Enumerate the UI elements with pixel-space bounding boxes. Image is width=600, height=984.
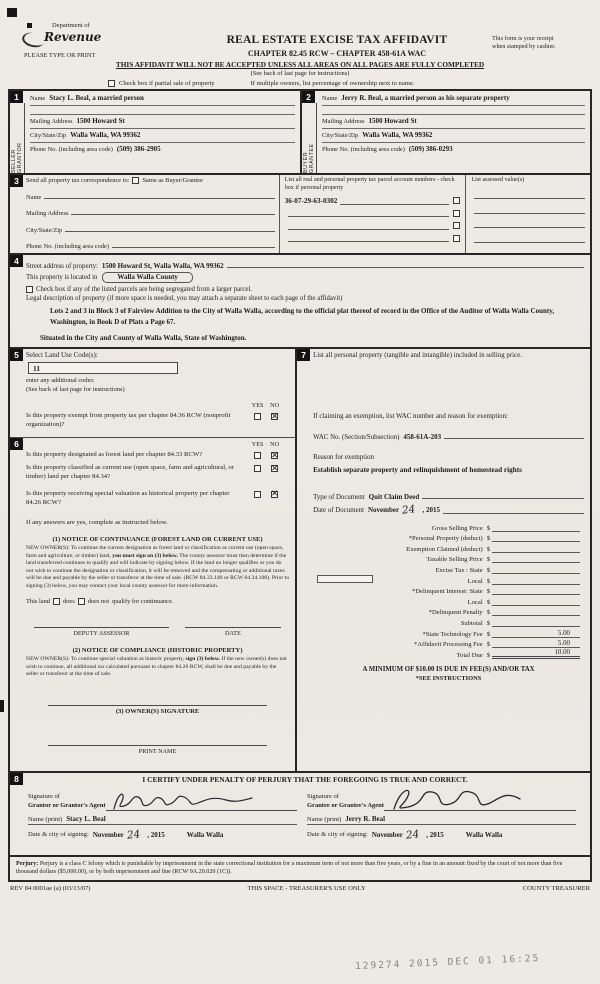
- current-use-yes-checkbox[interactable]: [254, 465, 261, 472]
- money-row-state-technology-fee: [313, 627, 584, 638]
- parcel-1-personal-checkbox[interactable]: [453, 197, 460, 204]
- s3-name-blank[interactable]: [44, 191, 274, 199]
- money-row-local: [313, 574, 584, 585]
- does-label: does: [62, 598, 75, 606]
- historic-yes-checkbox[interactable]: [254, 491, 261, 498]
- yes-header-label-2: YES: [251, 441, 264, 449]
- dollar-sign: $: [486, 641, 490, 649]
- money-value[interactable]: [492, 577, 580, 585]
- minimum-fee-note: A MINIMUM OF $10.00 IS DUE IN FEE(S) AND/OR TAX: [362, 665, 535, 673]
- situated-line: Situated in the City and County of Walla Walla, State of Washington.: [40, 334, 247, 342]
- money-row-taxable: [313, 553, 584, 564]
- money-row-delinquent-interest-local: [313, 595, 584, 606]
- assessed-blank-2[interactable]: [474, 206, 585, 214]
- reason-for-exemption-value[interactable]: Establish separate property and relinquishment of homestead rights: [313, 465, 522, 474]
- owners-signature-block: [26, 705, 289, 715]
- date-label: DATE: [225, 630, 241, 638]
- dollar-sign: $: [486, 535, 490, 543]
- street-address-value[interactable]: 1500 Howard St, Walla Walla, WA 99362: [101, 261, 224, 270]
- forest-question: Is this property designated as forest land per chapter 84.33 RCW?: [26, 451, 203, 459]
- date-of-document-year[interactable]: , 2015: [422, 506, 440, 515]
- grantor-name-print-value[interactable]: Stacy L. Beal: [66, 814, 106, 823]
- s3-csz-label: City/State/Zip: [26, 226, 63, 234]
- seller-phone-value[interactable]: (509) 386-2905: [116, 145, 161, 153]
- assessed-header: List assessed value(s): [471, 177, 525, 183]
- multiple-owners-note: If multiple owners, list percentage of ownership next to name.: [250, 80, 415, 87]
- form-header: [8, 22, 592, 87]
- money-value[interactable]: [492, 524, 580, 532]
- section-4-number: 4: [10, 255, 23, 267]
- fee-table: [313, 521, 584, 659]
- bottom-row: [8, 885, 592, 892]
- dollar-sign: $: [486, 598, 490, 606]
- money-value[interactable]: [492, 555, 580, 563]
- exempt-no-checkbox[interactable]: [271, 413, 278, 420]
- parcel-blank-2[interactable]: [288, 209, 450, 217]
- buyer-mailing-label: Mailing Address: [322, 118, 365, 125]
- grantor-signature: [108, 787, 258, 817]
- notice-compliance-body: NEW OWNER(S): To continue special valuation as historic property, sign (3) below. If the new owner(s) does not wish to continue, all additional tax calculated pursuant to chapter 84.26 RCW, shall be due and payable by the seller or transferor at the time of sale.: [26, 656, 287, 678]
- grantee-date-city-label: Date & city of signing:: [307, 831, 368, 839]
- grantee-signature: [386, 785, 526, 817]
- print-name-label: PRINT NAME: [138, 747, 177, 755]
- grantor-date-month[interactable]: November: [92, 830, 124, 839]
- money-label: *Affidavit Processing Fee: [413, 641, 483, 649]
- buyer-side-word-2: GRANTEE: [309, 143, 315, 173]
- treasurer-space-label: THIS SPACE - TREASURER'S USE ONLY: [247, 885, 366, 893]
- money-value[interactable]: [492, 587, 580, 595]
- form-chapter: CHAPTER 82.45 RCW – CHAPTER 458-61A WAC: [247, 49, 427, 58]
- seller-csz-label: City/State/Zip: [30, 132, 67, 139]
- print-name-block: [26, 745, 289, 755]
- grantor-date-city-label: Date & city of signing:: [28, 831, 89, 839]
- perjury-text: Perjury is a class C felony which is punishable by imprisonment in the state correctional institution for a maximum term of not more than five years, or by a fine in an amount fixed by the court of not more than five thousand dollars ($5,000.00), or by both imprisonment and fine (RCW 9A.20.020 (1C)).: [16, 860, 563, 876]
- personal-property-label: List all personal property (tangible and intangible) included in selling price.: [313, 352, 522, 359]
- does-not-label: does not: [87, 598, 110, 606]
- buyer-side-label: [302, 103, 317, 173]
- perjury-label: Perjury:: [16, 860, 39, 867]
- buyer-mailing-value[interactable]: 1500 Howard St: [368, 117, 417, 125]
- dollar-sign: $: [486, 556, 490, 564]
- section-5: [10, 349, 295, 438]
- grantee-handwritten-day[interactable]: 24: [405, 828, 420, 842]
- dor-logo-dept-label: Department of: [52, 22, 90, 29]
- cashier-stamp: 129274 2015 DEC 01 16:25: [354, 952, 541, 973]
- dollar-sign: $: [486, 577, 490, 585]
- grantee-date-year[interactable]: , 2015: [426, 830, 444, 839]
- partial-sale-checkbox[interactable]: [108, 80, 115, 87]
- same-as-buyer-checkbox[interactable]: [132, 177, 139, 184]
- money-label: *State Technology Fee: [422, 630, 483, 638]
- grantee-signature-block: [305, 787, 584, 841]
- parcel-blank-1[interactable]: [340, 197, 449, 205]
- money-value[interactable]: [492, 608, 580, 616]
- form-title: REAL ESTATE EXCISE TAX AFFIDAVIT: [226, 34, 448, 46]
- parcel-2-personal-checkbox[interactable]: [453, 210, 460, 217]
- parcel-number-value[interactable]: 36-07-29-63-0302: [284, 196, 338, 205]
- section-4: [10, 255, 590, 349]
- money-row-personal: [313, 532, 584, 543]
- section-1-number: 1: [10, 91, 23, 103]
- dor-logo-name: Revenue: [44, 30, 102, 44]
- money-label: Taxable Selling Price: [426, 556, 483, 564]
- money-label: Excise Tax : State: [435, 567, 483, 575]
- partial-sale-row: [108, 80, 592, 87]
- exemption-label: If claiming an exemption, list WAC number and reason for exemption:: [313, 412, 508, 420]
- notice-continuance-body: NEW OWNER(S): To continue the current designation as forest land or classification as current use (open space, farm and agriculture, or timber) land, you must sign on (3) below. The county assessor must then determine if the land transferred continues to qualify and will indicate by signing below. If the land no longer qualifies or you do not wish to continue the designation or classification, it will be removed and the compensating or additional taxes will be due and payable by the seller or transferor at the time of sale. (RCW 84.33.140 or RCW 84.34.108). Prior to signing (3) below, you may contact your local county assessor for more information.: [26, 545, 290, 589]
- date-of-document-blank[interactable]: [443, 506, 584, 514]
- grantee-signature-of-label: Signature of: [307, 793, 339, 801]
- seller-section: [10, 91, 300, 173]
- grantor-city-value[interactable]: Walla Walla: [186, 830, 224, 839]
- money-row-exemption: [313, 542, 584, 553]
- grantor-handwritten-day[interactable]: 24: [126, 828, 141, 842]
- form-body: [8, 89, 592, 882]
- money-label: *Delinquent Interest: State: [412, 588, 483, 596]
- notice-compliance-title: (2) NOTICE OF COMPLIANCE (HISTORIC PROPERTY): [72, 647, 243, 655]
- yes-no-header-2: [26, 441, 289, 448]
- grantee-name-print-value[interactable]: Jerry R. Beal: [345, 814, 386, 823]
- exempt-yes-checkbox[interactable]: [254, 413, 261, 420]
- dollar-sign: $: [486, 545, 490, 553]
- grantee-date-month[interactable]: November: [371, 830, 403, 839]
- money-row-delinquent-penalty: [313, 606, 584, 617]
- notice-continuance-title: (1) NOTICE OF CONTINUANCE (FOREST LAND OR CURRENT USE): [52, 536, 263, 544]
- seller-mailing-label: Mailing Address: [30, 118, 73, 125]
- type-of-document-value[interactable]: Quit Claim Deed: [368, 493, 420, 502]
- print-name-line[interactable]: [48, 745, 267, 746]
- dor-logo: [22, 22, 182, 59]
- continuance-qualify-row: [26, 598, 289, 605]
- dollar-sign: $: [486, 630, 490, 638]
- section-7: [297, 349, 590, 771]
- grantor-signature-block: [26, 787, 305, 841]
- buyer-side-word-1: BUYER: [302, 151, 309, 173]
- dollar-sign: $: [486, 651, 490, 659]
- assessed-blank-1[interactable]: [474, 191, 585, 199]
- left-column: [10, 349, 297, 771]
- scan-artifact-mark: [0, 700, 4, 712]
- qualify-label: qualify for continuance.: [112, 598, 174, 606]
- seller-side-label: [10, 103, 25, 173]
- wac-label: WAC No. (Section/Subsection): [313, 433, 400, 441]
- money-value[interactable]: [492, 534, 580, 542]
- buyer-csz-label: City/State/Zip: [322, 132, 359, 139]
- money-row-excise-state: [313, 563, 584, 574]
- land-use-code-input[interactable]: [28, 362, 178, 374]
- grantee-agent-label: Grantee or Grantee's Agent: [307, 802, 384, 810]
- parcel-3-personal-checkbox[interactable]: [453, 222, 460, 229]
- land-does-not-checkbox[interactable]: [78, 598, 85, 605]
- yes-no-header: [26, 402, 289, 409]
- see-back-note-2: (See back of last page for instructions): [26, 386, 125, 393]
- no-header-label: NO: [270, 402, 280, 409]
- additional-codes-label: enter any additional codes:: [26, 377, 95, 384]
- grantor-name-print-label: Name (print): [28, 815, 63, 823]
- grantor-signature-of-label: Signature of: [28, 793, 60, 801]
- section-6-number: 6: [10, 438, 23, 450]
- s3-phone-label: Phone No. (including area code): [26, 243, 109, 250]
- grantee-name-print-label: Name (print): [307, 815, 342, 823]
- assessed-value-column: [465, 175, 590, 253]
- street-address-blank[interactable]: [227, 260, 584, 268]
- buyer-phone-label: Phone No. (including area code): [322, 146, 405, 153]
- money-value[interactable]: 5.00: [492, 630, 580, 638]
- forest-no-checkbox[interactable]: [271, 452, 278, 459]
- partial-sale-label: Check box if partial sale of property: [119, 80, 215, 87]
- see-back-note: (See back of last page for instructions): [250, 70, 350, 77]
- parcel-header: List all real and personal property tax parcel account numbers - check box if personal property: [284, 177, 455, 191]
- seller-side-word-2: GRANTOR: [17, 142, 23, 173]
- section-3: [10, 175, 590, 255]
- section-8: [10, 773, 590, 857]
- buyer-name-label: Name: [322, 95, 338, 102]
- grantee-signature-area[interactable]: [384, 787, 576, 811]
- money-value[interactable]: [492, 566, 580, 574]
- dollar-sign: $: [486, 609, 490, 617]
- no-header-label-2: NO: [270, 441, 280, 449]
- seller-name-label: Name: [30, 95, 46, 102]
- owners-signature-line[interactable]: [48, 705, 267, 706]
- money-row-gross: [313, 521, 584, 532]
- located-county-value[interactable]: Walla Walla County: [102, 272, 193, 283]
- warning-line: THIS AFFIDAVIT WILL NOT BE ACCEPTED UNLESS ALL AREAS ON ALL PAGES ARE FULLY COMPLETED: [115, 60, 485, 69]
- owners-signature-label: (3) OWNER(S) SIGNATURE: [115, 707, 200, 715]
- land-use-code-value: 11: [33, 364, 41, 373]
- land-does-checkbox[interactable]: [53, 598, 60, 605]
- deputy-assessor-row: [26, 627, 289, 637]
- receipt-note-line2: when stamped by cashier.: [492, 43, 556, 51]
- buyer-csz-value[interactable]: Walla Walla, WA 99362: [362, 131, 433, 139]
- money-value[interactable]: 5.00: [492, 640, 580, 648]
- perjury-note: [10, 857, 590, 880]
- money-row-subtotal: [313, 616, 584, 627]
- parcel-blank-4[interactable]: [288, 234, 450, 242]
- money-label: *Delinquent Penalty: [428, 609, 483, 617]
- s3-mailing-blank[interactable]: [71, 207, 274, 215]
- yes-header-label: YES: [251, 402, 264, 409]
- segregated-label: Check box if any of the listed parcels are being segregated from a larger parcel.: [36, 285, 252, 293]
- parcel-4-personal-checkbox[interactable]: [453, 235, 460, 242]
- s3-phone-blank[interactable]: [112, 240, 275, 248]
- money-label: Subtotal: [460, 620, 483, 628]
- money-label: Gross Selling Price: [431, 524, 483, 532]
- money-label: Exemption Claimed (deduct): [406, 545, 483, 553]
- deputy-assessor-label: DEPUTY ASSESSOR: [73, 630, 130, 638]
- exempt-question: Is this property exempt from property tax per chapter 84.36 RCW (nonprofit organization)?: [26, 412, 231, 428]
- current-use-question: Is this property classified as current use (open space, farm and agricultural, or timber) land per chapter 84.34?: [26, 464, 234, 481]
- dor-logo-swoosh-icon: [21, 31, 46, 50]
- street-address-label: Street address of property:: [26, 262, 98, 270]
- same-as-buyer-label: Same as Buyer/Grantee: [142, 177, 203, 184]
- money-label: Local: [467, 598, 483, 606]
- deputy-assessor-date-line[interactable]: [185, 627, 281, 628]
- s3-name-label: Name: [26, 193, 42, 201]
- seller-mailing-value[interactable]: 1500 Howard St: [76, 117, 125, 125]
- deputy-assessor-signature-line[interactable]: [34, 627, 169, 628]
- receipt-note: [492, 22, 592, 59]
- rev-number: REV 84 0001ae (a) (03/13/07): [10, 885, 91, 893]
- correspondence-column: [24, 175, 279, 253]
- assessed-blank-4[interactable]: [474, 235, 585, 243]
- money-label: *Personal Property (deduct): [408, 535, 483, 543]
- section-7-number: 7: [297, 349, 310, 361]
- section-6: [10, 438, 295, 770]
- historic-no-checkbox[interactable]: [271, 491, 278, 498]
- see-instructions-note: *SEE INSTRUCTIONS: [415, 674, 482, 682]
- section-3-number: 3: [10, 175, 23, 187]
- correspondence-label: Send all property tax correspondence to:: [26, 177, 130, 184]
- seller-phone-label: Phone No. (including area code): [30, 146, 113, 153]
- buyer-name-value[interactable]: Jerry R. Beal, a married person as his separate property: [341, 94, 510, 102]
- seller-name-extra-line[interactable]: [30, 106, 295, 115]
- segregated-checkbox[interactable]: [26, 286, 33, 293]
- section-5-number: 5: [10, 349, 23, 361]
- county-treasurer-label: COUNTY TREASURER: [522, 885, 590, 893]
- middle-columns: [10, 349, 590, 773]
- s3-mailing-label: Mailing Address: [26, 210, 69, 217]
- type-of-document-blank[interactable]: [422, 491, 584, 499]
- money-value[interactable]: [492, 545, 580, 553]
- money-label: Local: [467, 577, 483, 585]
- grantee-city-value[interactable]: Walla Walla: [465, 830, 503, 839]
- located-in-label: This property is located in: [26, 274, 98, 281]
- receipt-note-line1: This form is your receipt: [492, 35, 554, 42]
- buyer-name-extra-line[interactable]: [322, 106, 585, 115]
- section-8-number: 8: [10, 773, 23, 785]
- date-of-document-label: Date of Document: [313, 506, 364, 514]
- buyer-phone-value[interactable]: (509) 386-0293: [408, 145, 453, 153]
- please-type-label: PLEASE TYPE OR PRINT: [24, 52, 96, 59]
- money-row-total-due: [313, 648, 584, 659]
- money-value[interactable]: 10.00: [492, 649, 580, 659]
- seller-csz-value[interactable]: Walla Walla, WA 99362: [70, 131, 141, 139]
- parcel-blank-3[interactable]: [288, 222, 450, 230]
- grantor-date-year[interactable]: , 2015: [147, 830, 165, 839]
- date-of-document-month[interactable]: November: [368, 506, 400, 515]
- s3-csz-blank[interactable]: [65, 224, 274, 232]
- this-land-label: This land: [26, 598, 50, 606]
- dollar-sign: $: [486, 524, 490, 532]
- money-row-affidavit-processing-fee: [313, 638, 584, 649]
- money-value[interactable]: [492, 598, 580, 606]
- reason-for-exemption-label: Reason for exemption: [313, 453, 374, 461]
- title-block: [182, 22, 492, 59]
- grantor-agent-label: Grantor or Grantor's Agent: [28, 802, 106, 810]
- seller-name-value[interactable]: Stacy L. Beal, a married person: [49, 94, 144, 102]
- current-use-no-checkbox[interactable]: [271, 465, 278, 472]
- grantor-signature-area[interactable]: [106, 787, 297, 811]
- if-yes-note: If any answers are yes, complete as instructed below.: [26, 519, 168, 527]
- parcel-column: [279, 175, 466, 253]
- historic-question: Is this property receiving special valuation as historical property per chapter 84.26 RCW?: [26, 489, 230, 506]
- buyer-section: [300, 91, 590, 173]
- seller-side-word-1: SELLER: [10, 149, 17, 173]
- land-use-title: Select Land Use Code(s):: [26, 351, 98, 359]
- parties-row: [10, 91, 590, 175]
- section-2-number: 2: [302, 91, 315, 103]
- money-row-delinquent-interest-state: [313, 585, 584, 596]
- wac-value[interactable]: 458-61A-203: [403, 432, 442, 441]
- legal-description-value[interactable]: Lots 2 and 3 in Block 3 of Fairview Addition to the City of Walla Walla, according to the official plat thereof of record in the Office of the Auditor of Walla Walla County, Washington, in Book D of Plats a Page 67.: [50, 307, 555, 326]
- type-of-document-label: Type of Document: [313, 494, 365, 502]
- dollar-sign: $: [486, 567, 490, 575]
- local-code-box[interactable]: [317, 575, 373, 583]
- dollar-sign: $: [486, 588, 490, 596]
- money-value[interactable]: [492, 619, 580, 627]
- certify-statement: I CERTIFY UNDER PENALTY OF PERJURY THAT THE FOREGOING IS TRUE AND CORRECT.: [142, 774, 468, 784]
- money-label: Total Due: [456, 651, 483, 659]
- wac-blank[interactable]: [444, 431, 584, 439]
- forest-yes-checkbox[interactable]: [254, 452, 261, 459]
- handwritten-day[interactable]: 24: [401, 503, 417, 517]
- legal-description-label: Legal description of property (if more space is needed, you may attach a separate sheet to each page of the affidavit): [26, 295, 343, 302]
- dollar-sign: $: [486, 620, 490, 628]
- assessed-blank-3[interactable]: [474, 220, 585, 228]
